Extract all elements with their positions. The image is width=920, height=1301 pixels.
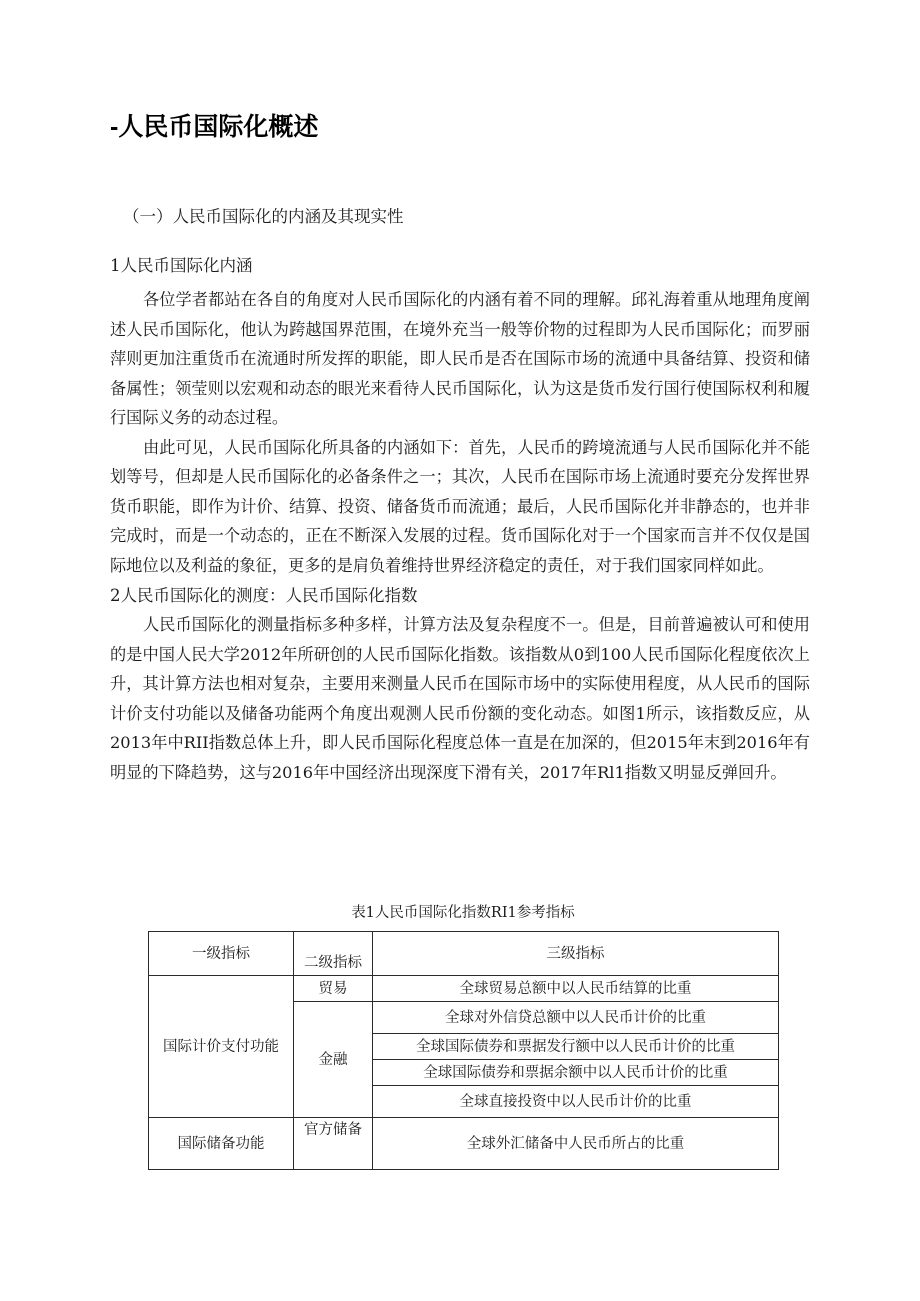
cell-level3-finance-3: 全球直接投资中以人民币计价的比重 (373, 1086, 779, 1118)
cell-level2-trade: 贸易 (294, 976, 373, 1002)
table-header-level2: 二级指标 (294, 932, 373, 976)
sub-heading-2: 2人民币国际化的测度：人民币国际化指数 (110, 586, 418, 605)
table-row (149, 976, 779, 1002)
indicator-table-block (148, 903, 778, 1170)
cell-level2-finance: 金融 (294, 1002, 373, 1118)
document-body (110, 110, 810, 787)
cell-level3-finance-2: 全球国际债券和票据余额中以人民币计价的比重 (373, 1060, 779, 1086)
paragraph-2: 由此可见，人民币国际化所具备的内涵如下：首先，人民币的跨境流通与人民币国际化并不能划等号，但却是人民币国际化的必备条件之一；其次，人民币在国际市场上流通时要充分发挥世界货币职能，即作为计价、结算、投资、储备货币而流通；最后，人民币国际化并非静态的，也并非完成时，而是一个动态的，正在不断深入发展的过程。货币国际化对于一个国家而言并不仅仅是国际地位以及利益的象征，更多的是肩负着维持世界经济稳定的责任，对于我们国家同样如此。 (110, 437, 810, 575)
cell-level3-trade-0: 全球贸易总额中以人民币结算的比重 (373, 976, 779, 1002)
sub-heading-1: 1人民币国际化内涵 (110, 256, 253, 275)
table-row (149, 1118, 779, 1170)
cell-level3-finance-0: 全球对外信贷总额中以人民币计价的比重 (373, 1002, 779, 1034)
table-header-level1: 一级指标 (149, 932, 294, 976)
cell-level3-reserve-0: 全球外汇储备中人民币所占的比重 (373, 1118, 779, 1170)
cell-level1-group-0: 国际计价支付功能 (149, 976, 294, 1118)
cell-level3-finance-1: 全球国际债券和票据发行额中以人民币计价的比重 (373, 1034, 779, 1060)
page-title: -人民币国际化概述 (110, 113, 319, 141)
table-header-level3: 三级指标 (373, 932, 779, 976)
table-header-row (149, 932, 779, 976)
cell-level2-official-reserve: 官方储备 (294, 1118, 373, 1170)
paragraph-3: 人民币国际化的测量指标多种多样，计算方法及复杂程度不一。但是，目前普遍被认可和使用的是中国人民大学2012年所研创的人民币国际化指数。该指数从0到100人民币国际化程度依次上升，其计算方法也相对复杂，主要用来测量人民币在国际市场中的实际使用程度，从人民币的国际计价支付功能以及储备功能两个角度出观测人民币份额的变化动态。如图1所示，该指数反应，从2013年中RII指数总体上升，即人民币国际化程度总体一直是在加深的，但2015年末到2016年有明显的下降趋势，这与2016年中国经济出现深度下滑有关，2017年Rl1指数又明显反弹回升。 (110, 615, 810, 782)
paragraph-1: 各位学者都站在各自的角度对人民币国际化的内涵有着不同的理解。邱礼海着重从地理角度阐述人民币国际化，他认为跨越国界范围，在境外充当一般等价物的过程即为人民币国际化；而罗丽萍则更加注重货币在流通时所发挥的职能，即人民币是否在国际市场的流通中具备结算、投资和储备属性；领莹则以宏观和动态的眼光来看待人民币国际化，认为这是货币发行国行使国际权利和履行国际义务的动态过程。 (110, 290, 810, 427)
table-caption: 表1人民币国际化指数RI1参考指标 (351, 905, 575, 921)
indicator-table (148, 931, 779, 1170)
cell-level1-group-1: 国际储备功能 (149, 1118, 294, 1170)
section-heading: （一）人民币国际化的内涵及其现实性 (123, 207, 404, 226)
